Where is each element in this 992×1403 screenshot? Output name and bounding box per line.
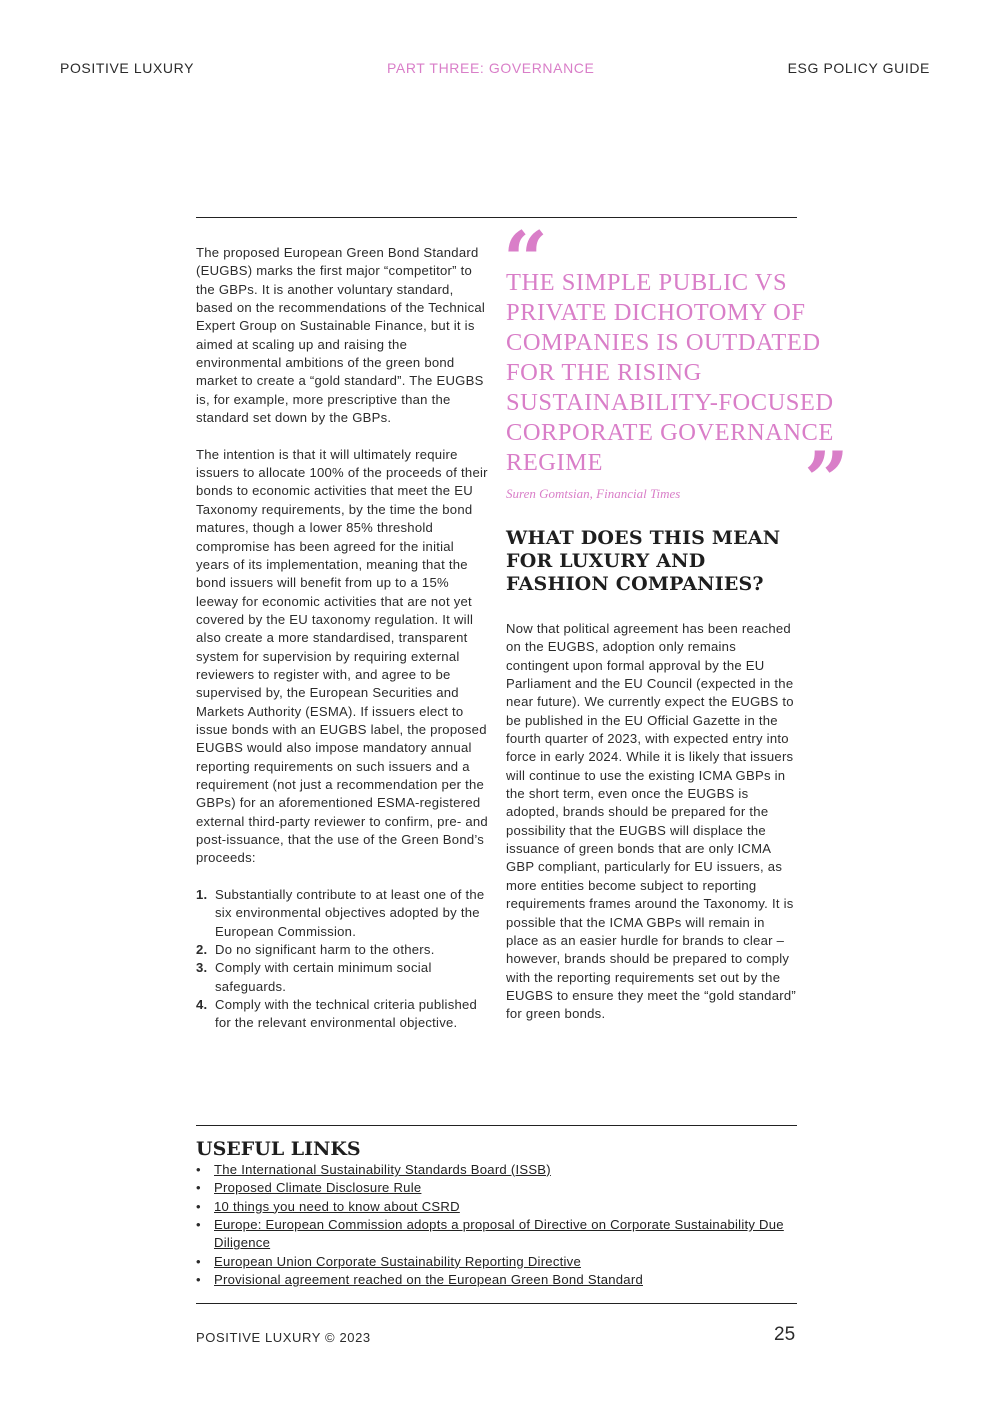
quote-attribution: Suren Gomtsian, Financial Times xyxy=(506,486,681,501)
link-green-bond-agreement[interactable]: Provisional agreement reached on the European Green Bond Standard xyxy=(214,1272,643,1288)
list-item xyxy=(196,1161,806,1179)
top-divider xyxy=(196,217,797,218)
bullet-icon: • xyxy=(196,1180,201,1196)
footer-divider xyxy=(196,1303,797,1304)
pull-quote: THE SIMPLE PUBLIC VS PRIVATE DICHOTOMY OF COMPANIES IS OUTDATED FOR THE RISING SUSTAINABILITY-FOCUSED CORPORATE GOVERNANCE REGIME xyxy=(506,269,834,476)
criteria-text: Do no significant harm to the others. xyxy=(215,942,435,958)
criteria-list xyxy=(196,886,488,1033)
criteria-item xyxy=(196,959,488,996)
bullet-icon: • xyxy=(196,1198,201,1214)
right-column xyxy=(506,620,798,1024)
useful-links-list xyxy=(196,1161,806,1289)
header-document-title: ESG POLICY GUIDE xyxy=(787,60,930,76)
left-column xyxy=(196,244,488,1033)
bullet-icon: • xyxy=(196,1162,201,1177)
link-climate-disclosure-rule[interactable]: Proposed Climate Disclosure Rule xyxy=(214,1180,422,1196)
criteria-text: Comply with the technical criteria published for the relevant environmental objective. xyxy=(215,997,478,1031)
close-quote-icon: ” xyxy=(804,435,849,526)
links-divider xyxy=(196,1125,797,1126)
list-item xyxy=(196,1198,806,1216)
criteria-number: 1. xyxy=(196,887,208,903)
section-heading: WHAT DOES THIS MEAN FOR LUXURY AND FASHION COMPANIES? xyxy=(506,527,781,595)
footer-copyright: POSITIVE LUXURY © 2023 xyxy=(196,1330,371,1345)
criteria-item xyxy=(196,886,488,941)
header-brand: POSITIVE LUXURY xyxy=(60,60,195,76)
criteria-item xyxy=(196,941,488,959)
open-quote-icon: “ xyxy=(503,215,548,306)
criteria-item xyxy=(196,996,488,1033)
list-item xyxy=(196,1179,806,1197)
criteria-number: 3. xyxy=(196,960,208,976)
link-csrd-directive[interactable]: European Union Corporate Sustainability Reporting Directive xyxy=(214,1253,582,1269)
bullet-icon: • xyxy=(196,1217,201,1233)
bullet-icon: • xyxy=(196,1253,201,1269)
criteria-number: 4. xyxy=(196,997,208,1013)
useful-links-title: USEFUL LINKS xyxy=(196,1138,361,1160)
criteria-text: Comply with certain minimum social safeguards. xyxy=(215,960,432,994)
bullet-icon: • xyxy=(196,1272,201,1288)
link-due-diligence-directive[interactable]: Europe: European Commission adopts a proposal of Directive on Corporate Sustainability Due Diligence xyxy=(214,1217,784,1251)
list-item xyxy=(196,1216,806,1253)
list-item xyxy=(196,1253,806,1271)
criteria-number: 2. xyxy=(196,942,208,958)
page-number: 25 xyxy=(774,1324,796,1345)
body-paragraph-1: The proposed European Green Bond Standard (EUGBS) marks the first major “competitor” to the GBPs. It is another voluntary standard, based on the recommendations of the Technical Expert Group on Sustainable Finance, but it is aimed at scaling up and raising the environmental ambitions of the green bond market to create a “gold standard”. The EUGBS is, for example, more prescriptive than the standard set down by the GBPs. xyxy=(196,245,486,426)
list-item xyxy=(196,1271,806,1289)
criteria-text: Substantially contribute to at least one of the six environmental objectives adopted by the European Commission. xyxy=(215,887,485,939)
body-paragraph-2: The intention is that it will ultimately require issuers to allocate 100% of the proceeds of their bonds to economic activities that meet the EU Taxonomy requirements, by the time the bond matures, though a lower 85% threshold compromise has been agreed for the initial years of its implementation, meaning that the bond issuers will benefit from up to a 15% leeway for economic activities that are not yet covered by the EU taxonomy regulation. It will also create a more standardised, transparent system for supervision by requiring external reviewers to register with, and agree to be supervised by, the European Securities and Markets Authority (ESMA). If issuers elect to issue bonds with an EUGBS label, the proposed EUGBS would also impose mandatory annual reporting requirements on such issuers and a requirement (not just a recommendation per the GBPs) for an aforementioned ESMA-registered external third-party reviewer to confirm, pre- and post-issuance, that the use of the Green Bond’s proceeds: xyxy=(196,446,488,866)
right-body-paragraph: Now that political agreement has been reached on the EUGBS, adoption only remains contingent upon formal approval by the EU Parliament and the EU Council (expected in the near future). We currently expect the EUGBS to be published in the EU Official Gazette in the fourth quarter of 2023, with expected entry into force in early 2024. While it is likely that issuers will continue to use the existing ICMA GBPs in the short term, even once the EUGBS is adopted, brands should be prepared for the possibility that the EUGBS will displace the issuance of green bonds that are only ICMA GBP compliant, particularly for EU issuers, as more entities become subject to reporting requirements frames around the Taxonomy. It is possible that the ICMA GBPs will remain in place as an easier hurdle for brands to clear – however, brands should be prepared to comply with the reporting requirements set out by the EUGBS to ensure they meet the “gold standard” for green bonds. xyxy=(506,621,797,1022)
link-csrd-things[interactable]: 10 things you need to know about CSRD xyxy=(214,1198,460,1214)
header-section-title: PART THREE: GOVERNANCE xyxy=(387,60,595,76)
link-issb[interactable]: The International Sustainability Standards Board (ISSB) xyxy=(214,1162,551,1177)
